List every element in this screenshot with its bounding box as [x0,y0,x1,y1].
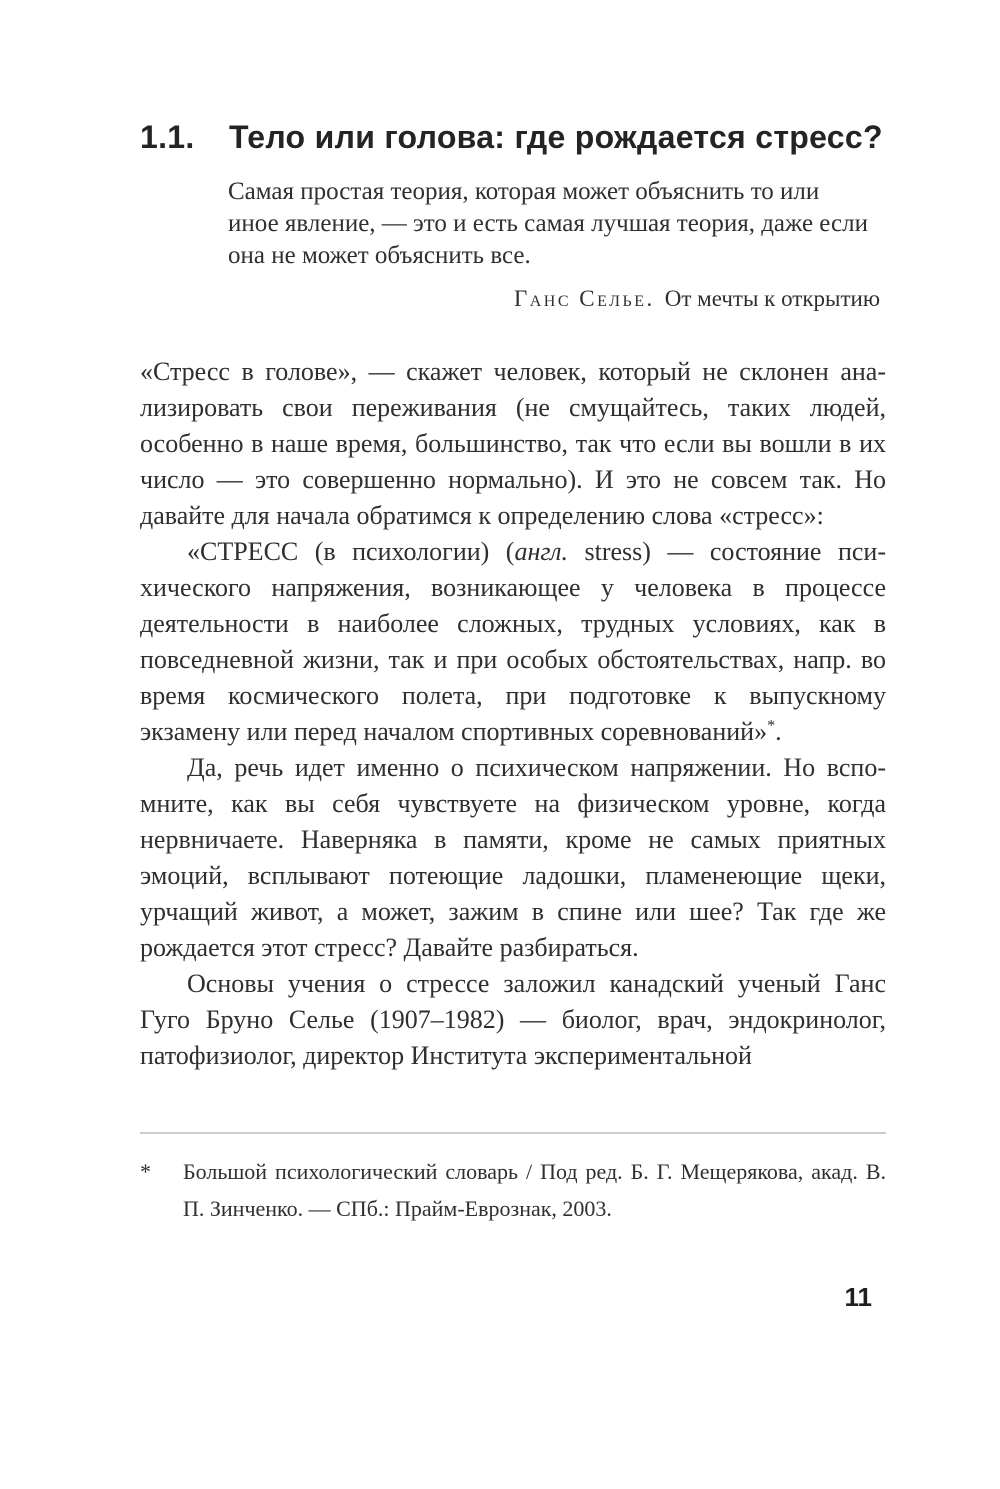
paragraph-2: «СТРЕСС (в психологии) (англ. stress) — состояние психического напряжения, возникающее у человека в процессе деятельности в наиболее сложных, трудных условиях, как в повседневной жизни, так и при особых обстоятельствах, напр. во время космического полета, при подготовке к выпускному экзамену или перед началом спортивных соревнований»*. [140,537,886,746]
body-text [140,354,886,1074]
page-number: 11 [844,1282,872,1312]
epigraph-author: Ганс Селье. [513,286,655,311]
section-number: 1.1. [140,119,195,155]
footnote-divider [140,1132,886,1134]
epigraph [140,176,886,314]
epigraph-source: От мечты к открытию [664,286,880,311]
paragraph-4: Основы учения о стрессе заложил канадский ученый Ганс Гуго Бруно Селье (1907–1982) — биолог, врач, эндокринолог, патофизиолог, директор Института экспериментальной [140,969,886,1070]
epigraph-text: Самая простая теория, которая может объяснить то или иное явление, — это и есть самая лучшая теория, даже если она не может объяснить все. [228,178,868,269]
footnote [140,1153,886,1227]
paragraph-1: «Стресс в голове», — скажет человек, который не склонен анализировать свои переживания (не смущайтесь, таких людей, особенно в наше время, большинство, так что если вы вошли в их число — это совершенно нормально). И это не совсем так. Но давайте для начала обратимся к определению слова «стресс»: [140,357,886,530]
section-heading [140,118,886,156]
footnote-text: Большой психологический словарь / Под ред. Б. Г. Мещерякова, акад. В. П. Зинченко. — СПб.: Прайм-Еврознак, 2003. [183,1159,886,1221]
footnote-marker: * [140,1159,151,1184]
page-footer [140,1132,886,1313]
epigraph-attribution [140,284,880,314]
section-title: Тело или голова: где рождается стресс? [229,119,883,155]
paragraph-3: Да, речь идет именно о психическом напряжении. Но вспомните, как вы себя чувствуете на физическом уровне, когда нервничаете. Наверняка в памяти, кроме не самых приятных эмоций, всплывают потеющие ладошки, пламенеющие щеки, урчащий живот, а может, зажим в спине или шее? Так где же рождается этот стресс? Давайте разбираться. [140,753,886,962]
